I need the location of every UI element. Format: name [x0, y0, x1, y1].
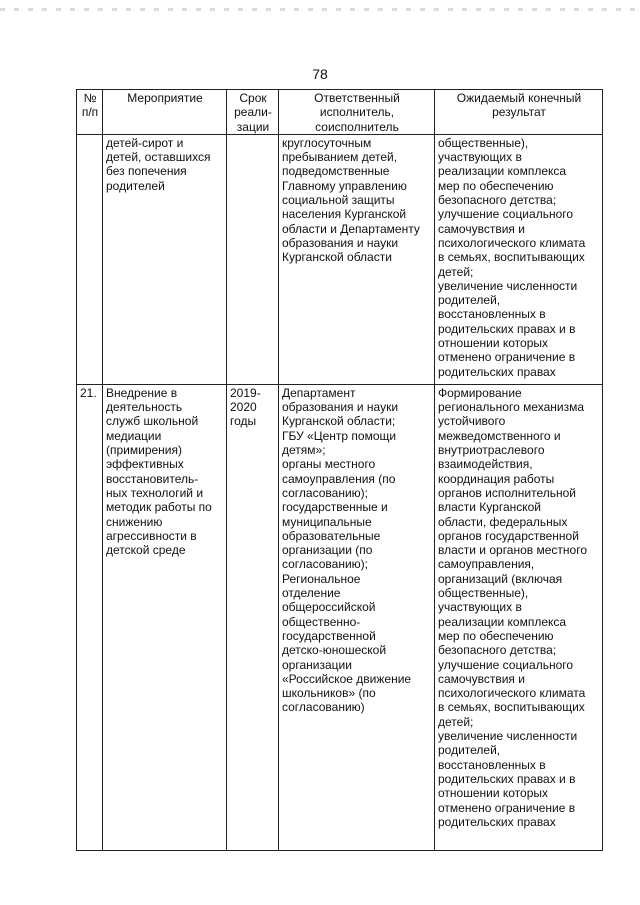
row-result: Формирование регионального механизма устойчивого межведомственного и внутриотраслевого взаимодействия, координация работы органов исполнительной власти Курганской области, федеральных органов государственной власти и органов местного самоуправления, организаций (включая общественные), участвующих в реализации комплекса мер по обеспечению безопасного детства; улучшение социального самочувствия и психологического климата в семьях, воспитывающих детей; увеличение численности родителей, восстановленных в родительских правах и в отношении которых отменено ограничение в родительских правах — [435, 384, 603, 850]
row-responsible: круглосуточным пребыванием детей, подведомственные Главному управлению социальной защиты населения Курганской области и Департаменту образования и науки Курганской области — [279, 134, 435, 384]
table-row — [77, 384, 603, 850]
row-number — [77, 134, 103, 384]
row-number: 21. — [77, 384, 103, 850]
header-term: Срок реали- зации — [227, 90, 279, 135]
header-number: № п/п — [77, 90, 103, 135]
row-term: 2019- 2020 годы — [227, 384, 279, 850]
row-event: детей-сирот и детей, оставшихся без попечения родителей — [103, 134, 227, 384]
header-result: Ожидаемый конечный результат — [435, 90, 603, 135]
table-row — [77, 134, 603, 384]
row-responsible: Департамент образования и науки Курганской области; ГБУ «Центр помощи детям»; органы местного самоуправления (по согласованию); государственные и муниципальные образовательные организации (по согласованию); Региональное отделение общероссийской общественно- государственной детско-юношеской организации «Российское движение школьников» (по согласованию) — [279, 384, 435, 850]
header-responsible: Ответственный исполнитель, соисполнитель — [279, 90, 435, 135]
header-event: Мероприятие — [103, 90, 227, 135]
row-term — [227, 134, 279, 384]
table-header-row — [77, 90, 603, 135]
scan-artifact-strip — [0, 8, 640, 11]
row-result: общественные), участвующих в реализации комплекса мер по обеспечению безопасного детства; улучшение социального самочувствия и психологического климата в семьях, воспитывающих детей; увеличение численности родителей, восстановленных в родительских правах и в отношении которых отменено ограничение в родительских правах — [435, 134, 603, 384]
page-number: 78 — [312, 66, 328, 82]
measures-table — [76, 89, 603, 851]
row-event: Внедрение в деятельность служб школьной медиации (примирения) эффективных восстановитель- ных технологий и методик работы по снижению агрессивности в детской среде — [103, 384, 227, 850]
